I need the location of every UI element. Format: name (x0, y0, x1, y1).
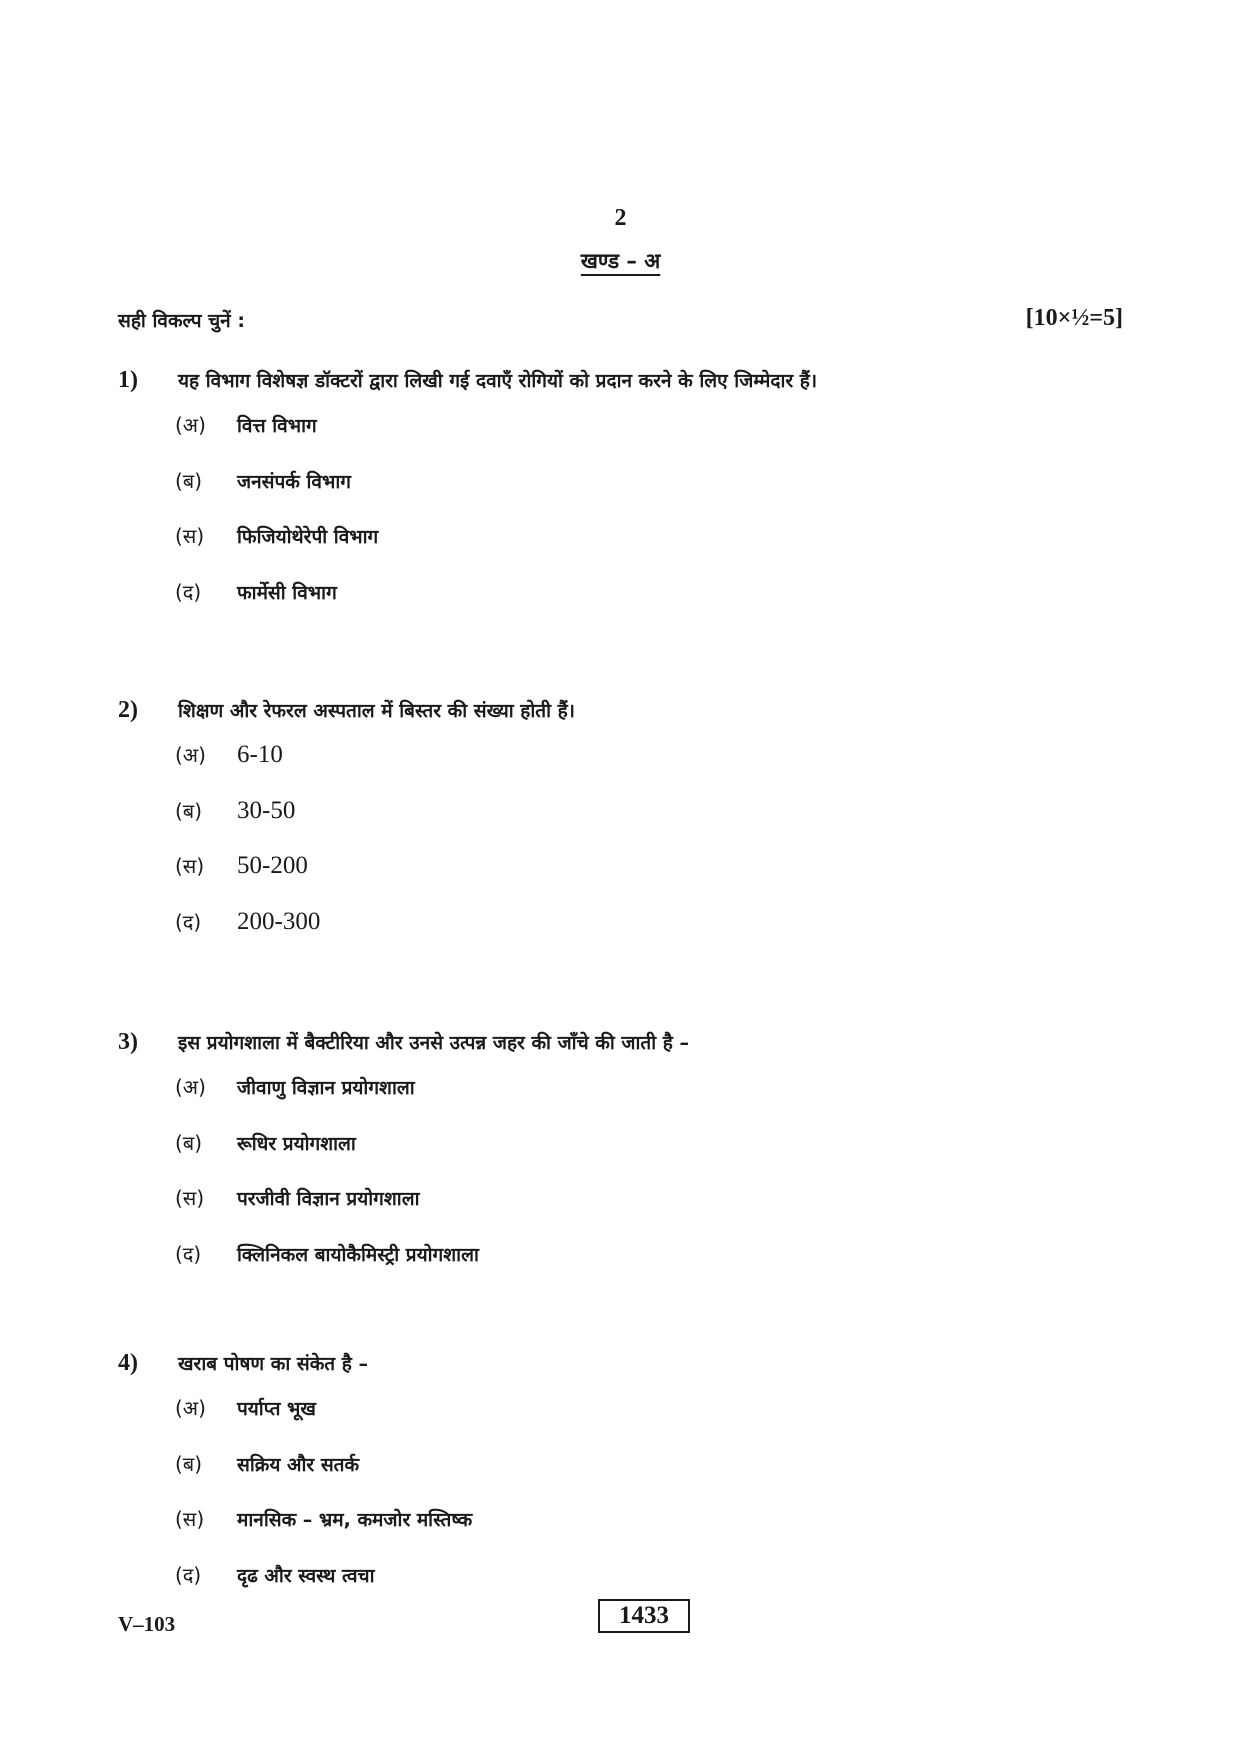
question-text: इस प्रयोगशाला में बैक्टीरिया और उनसे उत्पन्न जहर की जाँचे की जाती है – (178, 1032, 689, 1054)
option-label: (द) (175, 909, 202, 934)
option-b (175, 1128, 1138, 1184)
question-number: 3) (118, 1029, 138, 1055)
option-text: 200-300 (237, 907, 321, 935)
option-list (175, 1072, 1138, 1294)
option-text: जीवाणु विज्ञान प्रयोगशाला (237, 1077, 415, 1099)
question-number: 1) (118, 367, 138, 393)
option-text: 6-10 (237, 741, 283, 768)
option-label: (स) (175, 1186, 205, 1210)
marks-allocation: [10×½=5] (1025, 305, 1123, 331)
option-text: वित्त विभाग (237, 415, 317, 437)
question-2 (118, 697, 1138, 962)
option-label: (ब) (175, 798, 203, 823)
page-number: 2 (614, 205, 627, 231)
option-c (175, 1183, 1138, 1239)
option-a (175, 740, 1138, 796)
option-c (175, 1504, 1138, 1560)
option-d (175, 1239, 1138, 1295)
option-label: (अ) (175, 413, 206, 437)
option-d (175, 907, 1138, 963)
question-1 (118, 367, 1138, 632)
option-text: 30-50 (237, 796, 296, 824)
question-3 (118, 1029, 1138, 1294)
question-text: यह विभाग विशेषज्ञ डॉक्टरों द्वारा लिखी गई दवाएँ रोगियों को प्रदान करने के लिए जिम्मेदार हैं। (178, 370, 818, 392)
option-list (175, 740, 1138, 962)
option-label: (स) (175, 1507, 205, 1531)
option-list (175, 410, 1138, 632)
paper-code-box: 1433 (598, 1599, 690, 1633)
option-text: फार्मेसी विभाग (237, 581, 337, 604)
option-list (175, 1393, 1138, 1615)
question-4 (118, 1350, 1138, 1615)
series-code: V–103 (118, 1612, 176, 1636)
option-text: सक्रिय और सतर्क (237, 1453, 360, 1476)
instruction-text: सही विकल्प चुनें : (118, 310, 245, 332)
question-number: 4) (118, 1350, 138, 1376)
option-label: (द) (175, 579, 202, 604)
question-number: 2) (118, 697, 138, 723)
option-b (175, 796, 1138, 852)
option-label: (ब) (175, 1130, 203, 1155)
option-label: (द) (175, 1241, 202, 1266)
option-c (175, 851, 1138, 907)
option-label: (अ) (175, 1075, 206, 1099)
option-label: (अ) (175, 743, 206, 767)
option-c (175, 521, 1138, 577)
option-text: क्लिनिकल बायोकैमिस्ट्री प्रयोगशाला (237, 1243, 479, 1266)
option-text: दृढ और स्वस्थ त्वचा (237, 1564, 375, 1587)
option-text: परजीवी विज्ञान प्रयोगशाला (237, 1188, 420, 1210)
option-text: फिजियोथेरेपी विभाग (237, 526, 379, 548)
option-text: पर्याप्त भूख (237, 1398, 316, 1420)
option-b (175, 1449, 1138, 1505)
option-b (175, 466, 1138, 522)
option-label: (अ) (175, 1396, 206, 1420)
option-label: (ब) (175, 1451, 203, 1476)
option-a (175, 1393, 1138, 1449)
question-text: खराब पोषण का संकेत है – (178, 1353, 368, 1375)
option-text: रूधिर प्रयोगशाला (237, 1132, 356, 1155)
option-label: (द) (175, 1562, 202, 1587)
question-text: शिक्षण और रेफरल अस्पताल में बिस्तर की संख्या होती हैं। (178, 700, 575, 722)
option-label: (स) (175, 854, 205, 878)
option-d (175, 577, 1138, 633)
option-text: 50-200 (237, 852, 308, 879)
option-a (175, 410, 1138, 466)
section-title: खण्ड – अ (580, 249, 661, 273)
option-text: मानसिक – भ्रम, कमजोर मस्तिष्क (237, 1509, 473, 1531)
option-label: (ब) (175, 468, 203, 493)
option-label: (स) (175, 524, 205, 548)
option-text: जनसंपर्क विभाग (237, 470, 351, 493)
option-a (175, 1072, 1138, 1128)
